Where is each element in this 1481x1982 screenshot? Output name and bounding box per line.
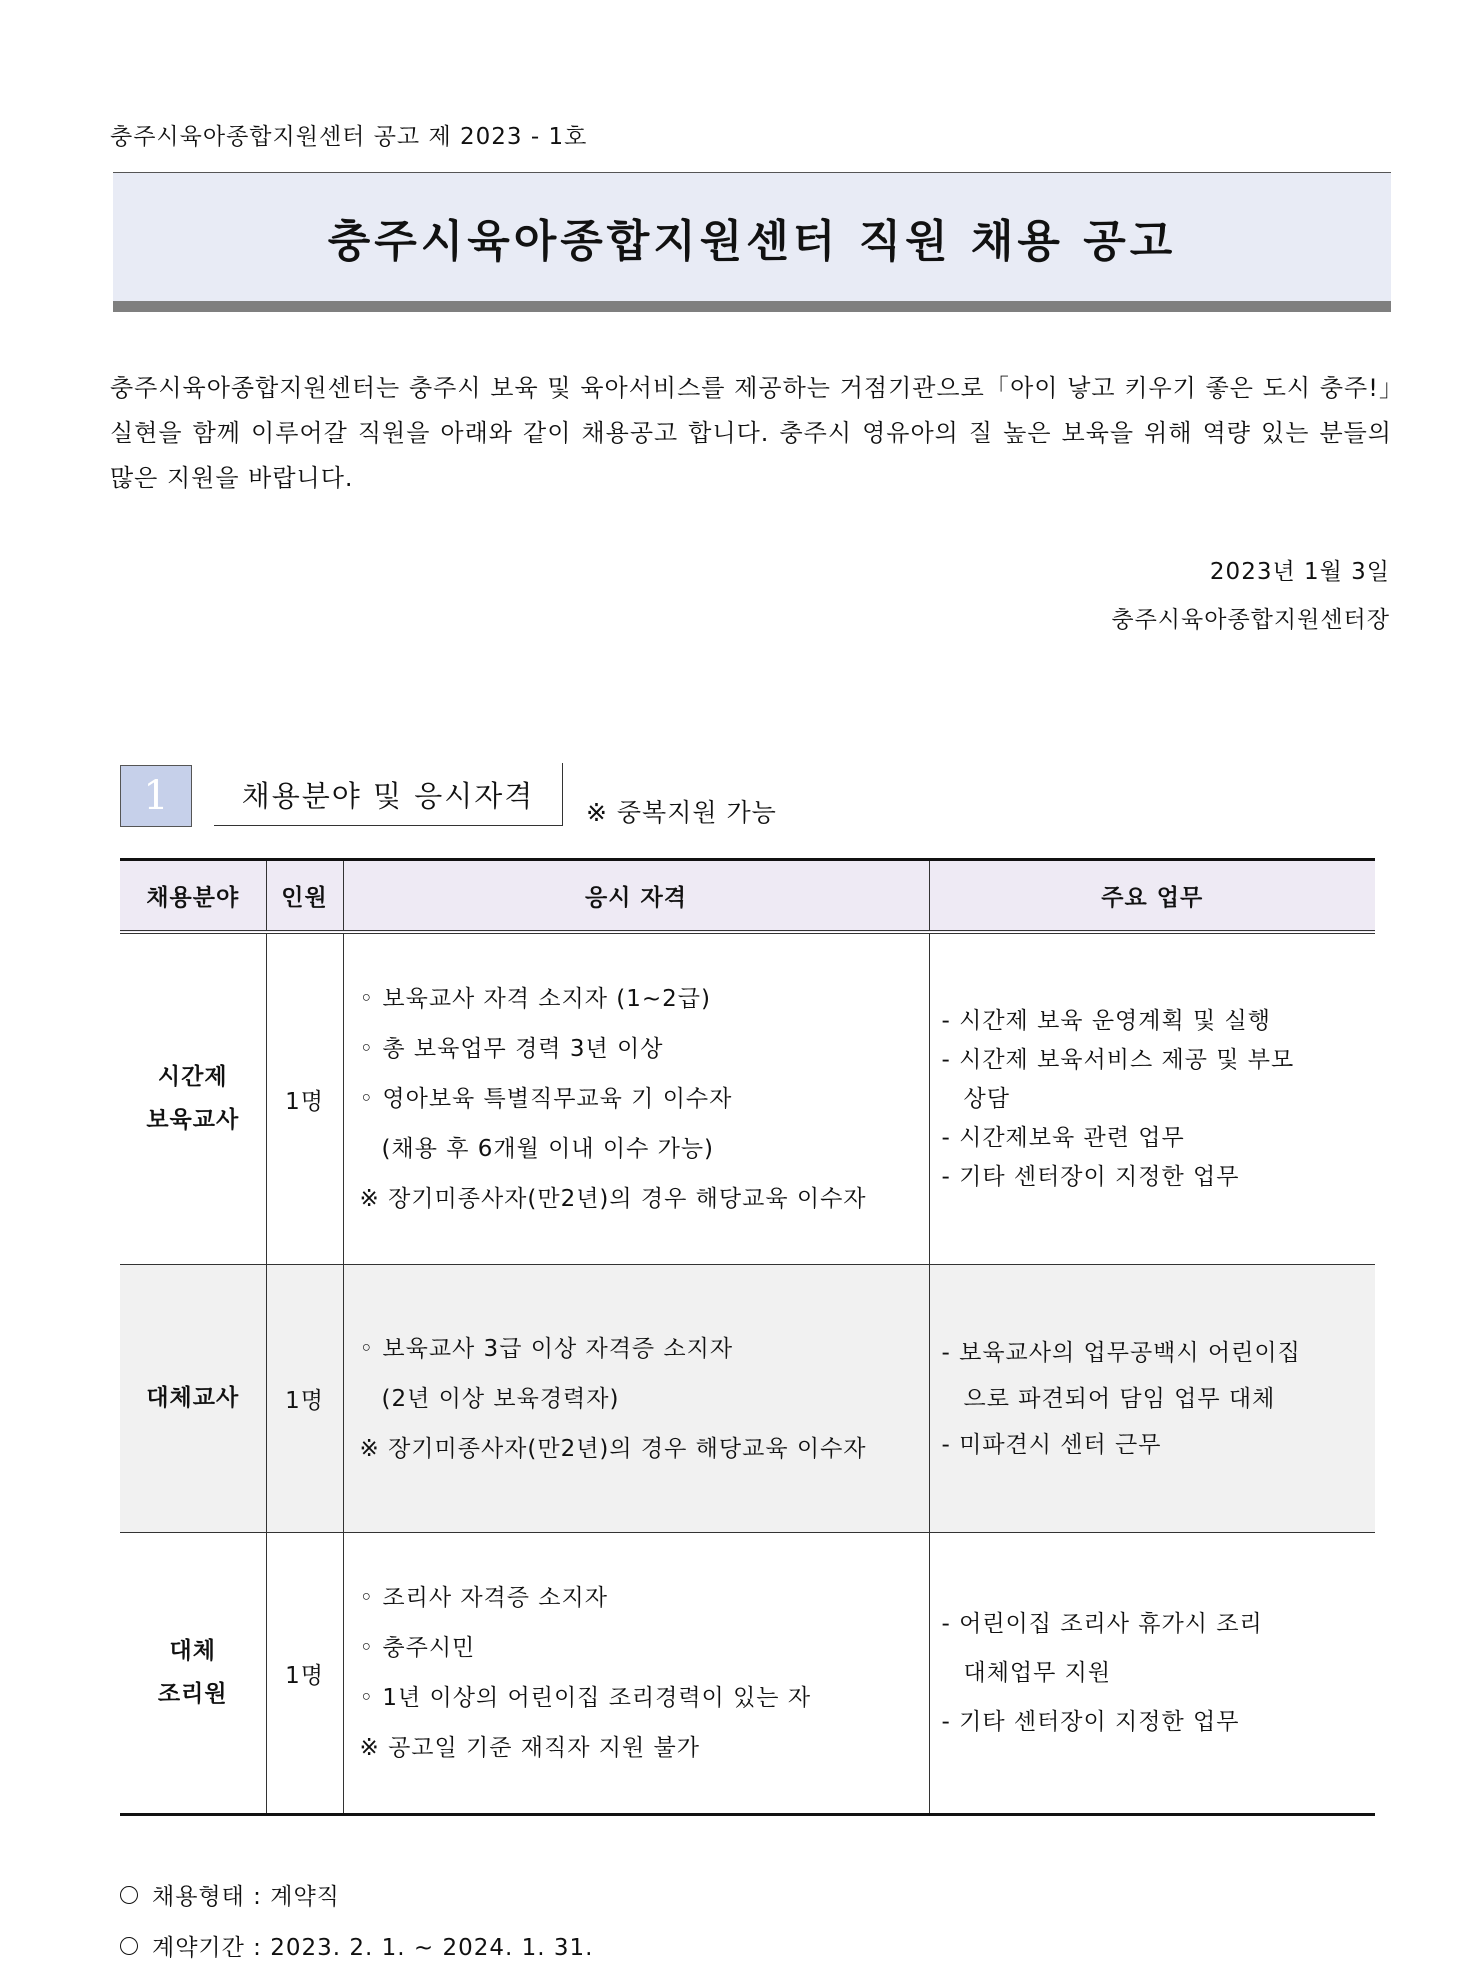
field-cell: 시간제 보육교사 — [120, 932, 266, 1265]
duty-item: 대체업무 지원 — [963, 1659, 1112, 1686]
announcement-date: 2023년 1월 3일 — [1209, 559, 1390, 585]
qualification-item: ※ 공고일 기준 재직자 지원 불가 — [359, 1735, 700, 1761]
header-count: 인원 — [266, 860, 343, 933]
issuer-name: 충주시육아종합지원센터장 — [1111, 607, 1390, 633]
table-row — [120, 932, 1375, 1265]
table-header-row — [120, 860, 1375, 933]
table-row — [120, 1265, 1375, 1533]
duties-cell — [929, 932, 1375, 1265]
qualification-item: ◦ 총 보육업무 경력 3년 이상 — [359, 1036, 664, 1062]
qualification-item: ◦ 1년 이상의 어린이집 조리경력이 있는 자 — [359, 1685, 812, 1711]
qualifications-cell — [343, 1265, 929, 1533]
qualification-item: ※ 장기미종사자(만2년)의 경우 해당교육 이수자 — [359, 1435, 867, 1462]
table-row — [120, 1533, 1375, 1815]
qualification-item: (채용 후 6개월 이내 이수 가능) — [381, 1136, 715, 1162]
intro-paragraph: 충주시육아종합지원센터는 충주시 보육 및 육아서비스를 제공하는 거점기관으로「아이 낳고 키우기 좋은 도시 충주!」실현을 함께 이루어갈 직원을 아래와 같이 채용공고 합니다. 충주시 영유아의 질 높은 보육을 위해 역량 있는 분들의 많은 지원을 바랍니다. — [110, 374, 1392, 492]
count-cell: 1명 — [266, 1533, 343, 1815]
recruitment-table — [120, 858, 1375, 1816]
qualification-item: (2년 이상 보육경력자) — [381, 1385, 620, 1412]
duty-item: - 시간제보육 관련 업무 — [941, 1124, 1185, 1151]
duty-item: - 미파견시 센터 근무 — [941, 1431, 1162, 1458]
qualification-item: ◦ 보육교사 자격 소지자 (1~2급) — [359, 986, 711, 1012]
field-cell: 대체교사 — [120, 1265, 266, 1533]
page-title: 충주시육아종합지원센터 직원 채용 공고 — [327, 216, 1177, 267]
field-cell: 대체 조리원 — [120, 1533, 266, 1815]
qualifications-cell — [343, 1533, 929, 1815]
duties-cell — [929, 1533, 1375, 1815]
duty-item: 상담 — [963, 1085, 1010, 1112]
header-duties: 주요 업무 — [929, 860, 1375, 933]
qualification-item: ※ 장기미종사자(만2년)의 경우 해당교육 이수자 — [359, 1186, 867, 1212]
circle-bullet-icon — [120, 1886, 138, 1904]
contract-period: 계약기간 : 2023. 2. 1. ~ 2024. 1. 31. — [152, 1935, 594, 1961]
section-number-badge: 1 — [120, 765, 192, 827]
duty-item: - 어린이집 조리사 휴가시 조리 — [941, 1610, 1263, 1637]
count-cell: 1명 — [266, 932, 343, 1265]
duty-item: - 보육교사의 업무공백시 어린이집 — [941, 1339, 1301, 1366]
employment-type: 채용형태 : 계약직 — [152, 1884, 340, 1910]
duty-item: - 기타 센터장이 지정한 업무 — [941, 1708, 1240, 1735]
qualifications-cell — [343, 932, 929, 1265]
qualification-item: ◦ 영아보육 특별직무교육 기 이수자 — [359, 1086, 733, 1112]
qualification-item: ◦ 충주시민 — [359, 1635, 476, 1661]
circle-bullet-icon — [120, 1937, 138, 1955]
contract-period-item — [120, 1929, 593, 1962]
notice-number: 충주시육아종합지원센터 공고 제 2023 - 1호 — [110, 124, 588, 150]
duties-cell — [929, 1265, 1375, 1533]
count-cell: 1명 — [266, 1265, 343, 1533]
header-qualifications: 응시 자격 — [343, 860, 929, 933]
qualification-item: ◦ 조리사 자격증 소지자 — [359, 1585, 608, 1611]
duty-item: - 기타 센터장이 지정한 업무 — [941, 1163, 1240, 1190]
employment-type-item — [120, 1878, 340, 1911]
duty-item: - 시간제 보육 운영계획 및 실행 — [941, 1007, 1271, 1034]
header-field: 채용분야 — [120, 860, 266, 933]
duty-item: - 시간제 보육서비스 제공 및 부모 — [941, 1046, 1295, 1073]
section-title: 채용분야 및 응시자격 — [214, 763, 563, 826]
section-note: ※ 중복지원 가능 — [586, 798, 777, 827]
duty-item: 으로 파견되어 담임 업무 대체 — [963, 1385, 1276, 1412]
title-banner — [113, 172, 1391, 312]
qualification-item: ◦ 보육교사 3급 이상 자격증 소지자 — [359, 1335, 734, 1362]
